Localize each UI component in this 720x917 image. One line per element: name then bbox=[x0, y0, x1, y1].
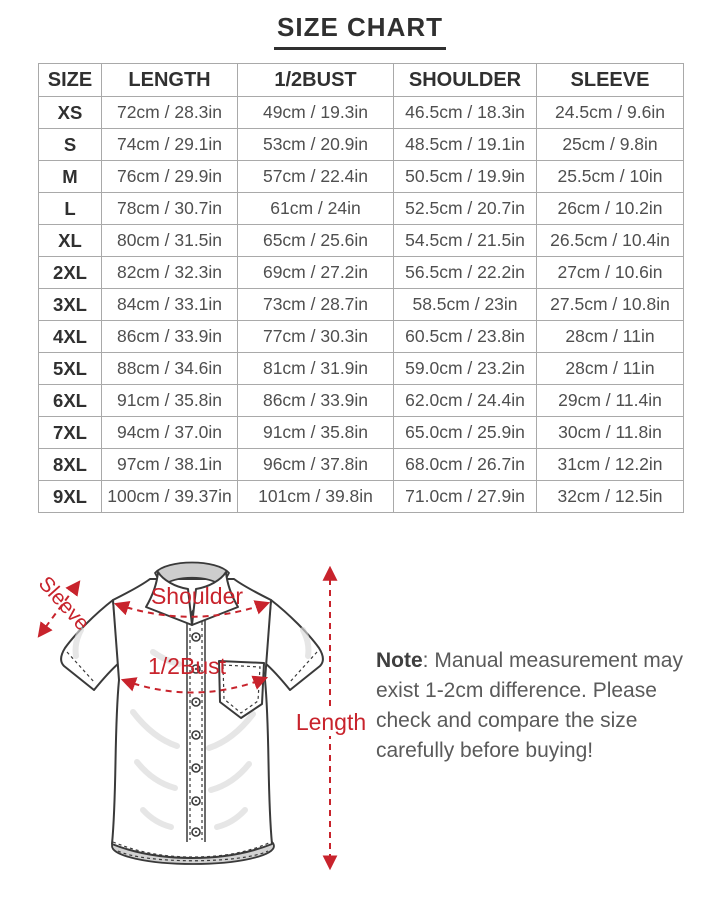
col-header-bust: 1/2BUST bbox=[238, 64, 394, 97]
shoulder-cell: 71.0cm / 27.9in bbox=[394, 481, 537, 513]
shoulder-cell: 65.0cm / 25.9in bbox=[394, 417, 537, 449]
size-cell: XL bbox=[39, 225, 102, 257]
shoulder-cell: 62.0cm / 24.4in bbox=[394, 385, 537, 417]
length-cell: 78cm / 30.7in bbox=[102, 193, 238, 225]
shoulder-cell: 56.5cm / 22.2in bbox=[394, 257, 537, 289]
size-cell: 2XL bbox=[39, 257, 102, 289]
sleeve-cell: 27cm / 10.6in bbox=[537, 257, 684, 289]
shoulder-cell: 52.5cm / 20.7in bbox=[394, 193, 537, 225]
bust-cell: 101cm / 39.8in bbox=[238, 481, 394, 513]
button bbox=[192, 731, 200, 739]
bust-cell: 69cm / 27.2in bbox=[238, 257, 394, 289]
table-row bbox=[39, 353, 684, 385]
button bbox=[192, 764, 200, 772]
table-row bbox=[39, 257, 684, 289]
size-cell: L bbox=[39, 193, 102, 225]
bust-cell: 73cm / 28.7in bbox=[238, 289, 394, 321]
page-header bbox=[0, 12, 720, 50]
shoulder-cell: 68.0cm / 26.7in bbox=[394, 449, 537, 481]
button bbox=[192, 797, 200, 805]
length-cell: 97cm / 38.1in bbox=[102, 449, 238, 481]
shoulder-cell: 60.5cm / 23.8in bbox=[394, 321, 537, 353]
length-cell: 88cm / 34.6in bbox=[102, 353, 238, 385]
length-cell: 84cm / 33.1in bbox=[102, 289, 238, 321]
length-cell: 100cm / 39.37in bbox=[102, 481, 238, 513]
size-cell: 7XL bbox=[39, 417, 102, 449]
col-header-length: LENGTH bbox=[102, 64, 238, 97]
sleeve-cell: 32cm / 12.5in bbox=[537, 481, 684, 513]
sleeve-cell: 25.5cm / 10in bbox=[537, 161, 684, 193]
shoulder-cell: 50.5cm / 19.9in bbox=[394, 161, 537, 193]
note-line: exist 1-2cm difference. Please bbox=[376, 679, 657, 702]
bust-cell: 86cm / 33.9in bbox=[238, 385, 394, 417]
sleeve-cell: 30cm / 11.8in bbox=[537, 417, 684, 449]
bust-cell: 77cm / 30.3in bbox=[238, 321, 394, 353]
col-header-shoulder: SHOULDER bbox=[394, 64, 537, 97]
sleeve-cell: 27.5cm / 10.8in bbox=[537, 289, 684, 321]
size-cell: 8XL bbox=[39, 449, 102, 481]
table-row bbox=[39, 289, 684, 321]
length-cell: 80cm / 31.5in bbox=[102, 225, 238, 257]
bust-cell: 61cm / 24in bbox=[238, 193, 394, 225]
button bbox=[192, 698, 200, 706]
note-prefix: Note bbox=[376, 649, 423, 672]
bust-label: 1/2Bust bbox=[148, 653, 226, 679]
length-cell: 82cm / 32.3in bbox=[102, 257, 238, 289]
sleeve-cell: 29cm / 11.4in bbox=[537, 385, 684, 417]
size-table-body bbox=[39, 97, 684, 513]
table-row bbox=[39, 193, 684, 225]
shoulder-cell: 59.0cm / 23.2in bbox=[394, 353, 537, 385]
length-cell: 76cm / 29.9in bbox=[102, 161, 238, 193]
sleeve-cell: 26cm / 10.2in bbox=[537, 193, 684, 225]
size-cell: 9XL bbox=[39, 481, 102, 513]
size-chart-table bbox=[38, 63, 684, 513]
size-cell: 6XL bbox=[39, 385, 102, 417]
size-cell: 4XL bbox=[39, 321, 102, 353]
shoulder-label: Shoulder bbox=[150, 583, 244, 609]
table-row bbox=[39, 417, 684, 449]
shoulder-cell: 58.5cm / 23in bbox=[394, 289, 537, 321]
page-title: SIZE CHART bbox=[274, 12, 446, 50]
length-cell: 72cm / 28.3in bbox=[102, 97, 238, 129]
sleeve-label: Sleeve bbox=[33, 572, 94, 636]
note-text bbox=[376, 646, 712, 766]
shoulder-cell: 48.5cm / 19.1in bbox=[394, 129, 537, 161]
note-line: Note: Manual measurement may bbox=[376, 649, 683, 672]
length-cell: 86cm / 33.9in bbox=[102, 321, 238, 353]
size-cell: M bbox=[39, 161, 102, 193]
size-cell: 5XL bbox=[39, 353, 102, 385]
length-label: Length bbox=[295, 709, 365, 735]
table-row bbox=[39, 225, 684, 257]
col-header-size: SIZE bbox=[39, 64, 102, 97]
size-table-header bbox=[39, 64, 684, 97]
bust-cell: 91cm / 35.8in bbox=[238, 417, 394, 449]
bust-cell: 49cm / 19.3in bbox=[238, 97, 394, 129]
table-row bbox=[39, 321, 684, 353]
table-row bbox=[39, 161, 684, 193]
table-row bbox=[39, 129, 684, 161]
shoulder-cell: 46.5cm / 18.3in bbox=[394, 97, 537, 129]
table-row bbox=[39, 385, 684, 417]
note-line: check and compare the size bbox=[376, 709, 638, 732]
sleeve-cell: 25cm / 9.8in bbox=[537, 129, 684, 161]
col-header-sleeve: SLEEVE bbox=[537, 64, 684, 97]
bust-cell: 53cm / 20.9in bbox=[238, 129, 394, 161]
shirt-measurement-diagram bbox=[15, 552, 365, 912]
button bbox=[192, 633, 200, 641]
header-row bbox=[39, 64, 684, 97]
table-row bbox=[39, 481, 684, 513]
table-row bbox=[39, 449, 684, 481]
button bbox=[192, 828, 200, 836]
size-cell: XS bbox=[39, 97, 102, 129]
sleeve-cell: 26.5cm / 10.4in bbox=[537, 225, 684, 257]
bust-cell: 65cm / 25.6in bbox=[238, 225, 394, 257]
bust-cell: 81cm / 31.9in bbox=[238, 353, 394, 385]
bust-cell: 57cm / 22.4in bbox=[238, 161, 394, 193]
note-line: carefully before buying! bbox=[376, 739, 594, 762]
bust-cell: 96cm / 37.8in bbox=[238, 449, 394, 481]
shoulder-cell: 54.5cm / 21.5in bbox=[394, 225, 537, 257]
shirt-illustration bbox=[15, 552, 365, 912]
right-sleeve bbox=[265, 600, 323, 690]
sleeve-cell: 28cm / 11in bbox=[537, 321, 684, 353]
table-row bbox=[39, 97, 684, 129]
length-cell: 74cm / 29.1in bbox=[102, 129, 238, 161]
sleeve-cell: 24.5cm / 9.6in bbox=[537, 97, 684, 129]
size-cell: S bbox=[39, 129, 102, 161]
length-cell: 94cm / 37.0in bbox=[102, 417, 238, 449]
size-cell: 3XL bbox=[39, 289, 102, 321]
sleeve-cell: 31cm / 12.2in bbox=[537, 449, 684, 481]
sleeve-cell: 28cm / 11in bbox=[537, 353, 684, 385]
length-cell: 91cm / 35.8in bbox=[102, 385, 238, 417]
